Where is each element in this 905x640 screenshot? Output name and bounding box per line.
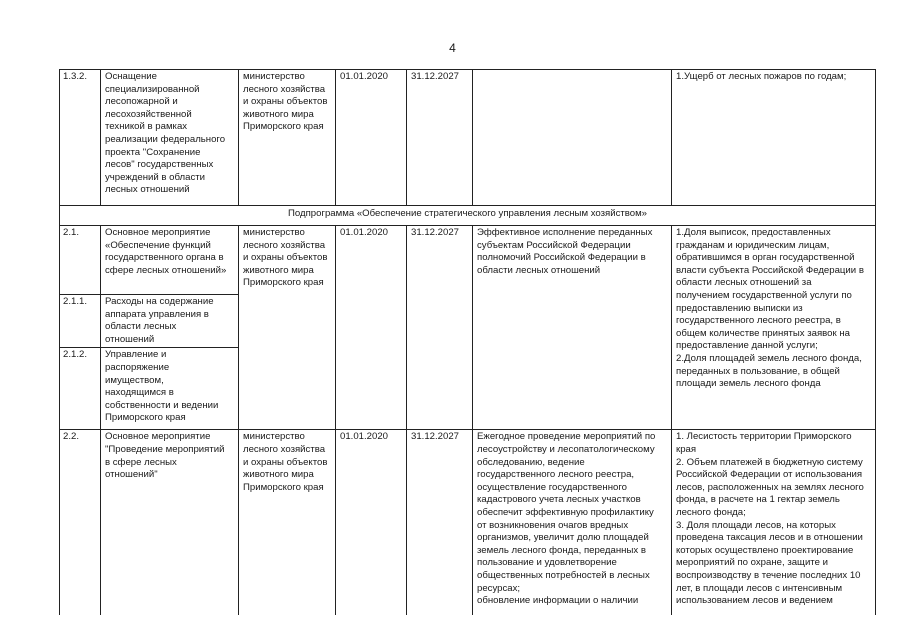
- text-line: 1. Лесистость территории Приморского: [676, 431, 852, 443]
- text-line: общественных потребностей в лесных: [477, 569, 650, 581]
- text-line: аппарата управления в: [105, 308, 209, 320]
- text-line: Приморского края: [243, 121, 324, 133]
- text-line: и охраны объектов: [243, 252, 328, 264]
- text-line: 1.Ущерб от лесных пожаров по годам;: [676, 71, 847, 82]
- measure-name: [101, 348, 239, 430]
- text-line: ресурсах;: [477, 582, 521, 594]
- executor: [239, 226, 336, 430]
- executor: [239, 430, 336, 615]
- row-number: 2.2.: [60, 430, 101, 615]
- text-line: пользование и удовлетворение: [477, 557, 617, 569]
- text-line: животного мира: [243, 469, 314, 481]
- text-line: проекта "Сохранение: [105, 146, 201, 158]
- text-line: Оснащение: [105, 71, 158, 82]
- text-line: лесного хозяйства: [243, 443, 326, 455]
- text-line: использованием лесов и ведением: [676, 595, 833, 607]
- end-date: 31.12.2027: [407, 70, 473, 206]
- text-line: имуществом,: [105, 374, 164, 386]
- text-line: субъектам Российской Федерации: [477, 239, 631, 251]
- text-line: и охраны объектов: [243, 456, 328, 468]
- text-line: общем количестве принятых заявок на: [676, 327, 850, 339]
- text-line: Расходы на содержание: [105, 296, 214, 307]
- text-line: Приморского края: [243, 277, 324, 289]
- table-row: [60, 430, 876, 615]
- text-line: лесопожарной и: [105, 96, 178, 108]
- indicators: [672, 226, 876, 430]
- text-line: реализации федерального: [105, 133, 226, 145]
- text-line: Приморского края: [105, 412, 186, 424]
- measure-name: [101, 70, 239, 206]
- text-line: кадастрового учета лесных участков: [477, 494, 641, 506]
- text-line: лесного хозяйства: [243, 83, 326, 95]
- text-line: животного мира: [243, 264, 314, 276]
- text-line: обследованию, ведение: [477, 456, 585, 468]
- text-line: лет, в площади лесов с интенсивным: [676, 582, 843, 594]
- text-line: организмов, увеличит долю площадей: [477, 532, 649, 544]
- text-line: министерство: [243, 71, 305, 82]
- text-line: лесохозяйственной: [105, 108, 192, 120]
- indicators: [672, 70, 876, 206]
- text-line: Российской Федерации от использования: [676, 469, 863, 481]
- text-line: обновление информации о наличии: [477, 595, 639, 607]
- text-line: "Проведение мероприятий: [105, 443, 225, 455]
- text-line: министерство: [243, 227, 305, 238]
- text-line: учреждений в области: [105, 171, 206, 183]
- text-line: животного мира: [243, 108, 314, 120]
- text-line: техникой в рамках: [105, 121, 188, 133]
- start-date: 01.01.2020: [336, 226, 407, 430]
- end-date: 31.12.2027: [407, 226, 473, 430]
- executor: [239, 70, 336, 206]
- text-line: области лесных отношений: [477, 264, 601, 276]
- expected-result: [473, 430, 672, 615]
- expected-result: [473, 70, 672, 206]
- text-line: специализированной: [105, 83, 200, 95]
- text-line: Управление и: [105, 349, 167, 361]
- text-line: сфере лесных отношений»: [105, 264, 227, 276]
- subprogram-row: [60, 206, 876, 226]
- text-line: Приморского края: [243, 481, 324, 493]
- text-line: которых осуществлено проектирование: [676, 544, 854, 556]
- text-line: Основное мероприятие: [105, 431, 211, 443]
- end-date: 31.12.2027: [407, 430, 473, 615]
- text-line: Эффективное исполнение переданных: [477, 227, 653, 238]
- text-line: «Обеспечение функций: [105, 239, 211, 251]
- text-line: края: [676, 443, 697, 455]
- text-line: в сфере лесных: [105, 456, 177, 468]
- text-line: государственного лесного реестра,: [477, 469, 635, 481]
- table-row: [60, 70, 876, 206]
- row-number: 2.1.2.: [60, 348, 101, 430]
- text-line: гражданам и юридическим лицам,: [676, 239, 830, 251]
- text-line: 2. Объем платежей в бюджетную систему: [676, 456, 863, 468]
- text-line: государственного органа в: [105, 252, 224, 264]
- text-line: государственного лесного реестра, в: [676, 315, 841, 327]
- text-line: от возникновения очагов вредных: [477, 519, 629, 531]
- text-line: полномочий Российской Федерации в: [477, 252, 646, 264]
- text-line: воспроизводству в течение последних 10: [676, 569, 861, 581]
- text-line: власти субъекта Российской Федерации в: [676, 264, 864, 276]
- text-line: Основное мероприятие: [105, 227, 211, 238]
- text-line: мероприятий по охране, защите и: [676, 557, 828, 569]
- text-line: лесных отношений: [105, 184, 190, 196]
- text-line: отношений: [105, 333, 155, 345]
- text-line: 1.Доля выписок, предоставленных: [676, 227, 831, 238]
- start-date: 01.01.2020: [336, 70, 407, 206]
- expected-result: [473, 226, 672, 430]
- text-line: 3. Доля площади лесов, на которых: [676, 519, 836, 531]
- text-line: лесного хозяйства: [243, 239, 326, 251]
- text-line: распоряжение: [105, 361, 170, 373]
- text-line: получением государственной услуги по: [676, 289, 852, 301]
- text-line: земель лесного фонда, переданных в: [477, 544, 646, 556]
- text-line: и охраны объектов: [243, 96, 328, 108]
- indicators: [672, 430, 876, 615]
- subprogram-title: Подпрограмма «Обеспечение стратегического управления лесным хозяйством»: [60, 206, 876, 226]
- text-line: министерство: [243, 431, 305, 443]
- measure-name: [101, 295, 239, 348]
- measure-name: [101, 430, 239, 615]
- page-number: 4: [449, 41, 456, 55]
- text-line: переданных в пользование, в общей: [676, 365, 840, 377]
- table-row: [60, 226, 876, 295]
- row-number: 1.3.2.: [60, 70, 101, 206]
- text-line: предоставлению выписки из: [676, 302, 803, 314]
- row-number: 2.1.: [60, 226, 101, 295]
- text-line: области лесных отношений за: [676, 277, 812, 289]
- text-line: площади земель лесного фонда: [676, 378, 821, 390]
- text-line: находящимся в: [105, 387, 174, 399]
- text-line: лесного фонда;: [676, 506, 746, 518]
- text-line: осуществление государственного: [477, 481, 627, 493]
- text-line: лесов" государственных: [105, 159, 214, 171]
- text-line: обеспечит эффективную профилактику: [477, 506, 654, 518]
- text-line: Ежегодное проведение мероприятий по: [477, 431, 656, 443]
- program-table: [59, 69, 876, 615]
- text-line: 2.Доля площадей земель лесного фонда,: [676, 352, 862, 364]
- row-number: 2.1.1.: [60, 295, 101, 348]
- text-line: обратившимся в орган государственной: [676, 252, 855, 264]
- text-line: лесоустройству и лесопатологическому: [477, 443, 655, 455]
- text-line: лесов, расположенных на землях лесного: [676, 481, 864, 493]
- start-date: 01.01.2020: [336, 430, 407, 615]
- text-line: проведена таксация лесов и в отношении: [676, 532, 863, 544]
- text-line: области лесных: [105, 321, 177, 333]
- text-line: собственности и ведении: [105, 399, 219, 411]
- measure-name: [101, 226, 239, 295]
- text-line: предоставление данной услуги;: [676, 340, 818, 352]
- text-line: отношений": [105, 469, 158, 481]
- text-line: фонда, в расчете на 1 гектар земель: [676, 494, 840, 506]
